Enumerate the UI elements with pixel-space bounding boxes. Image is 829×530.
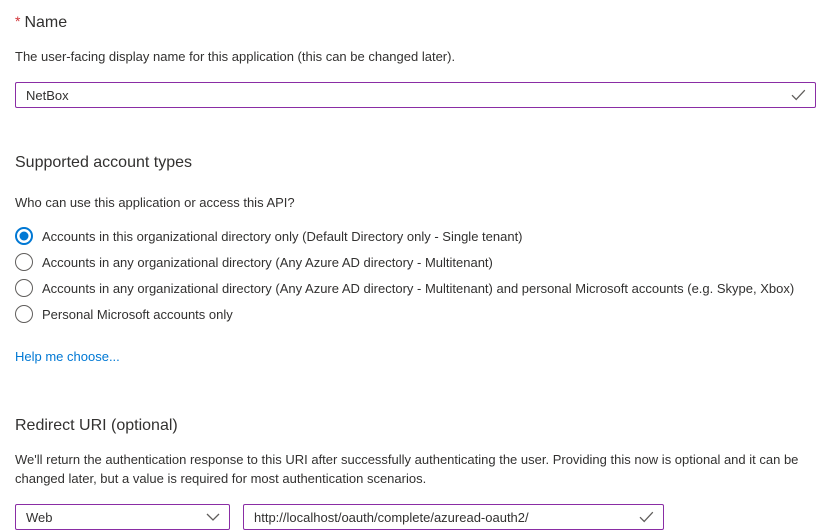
name-input-field: [15, 82, 816, 108]
radio-option-label: Accounts in this organizational directory only (Default Directory only - Single tenant): [42, 228, 523, 244]
radio-option-label: Personal Microsoft accounts only: [42, 306, 233, 322]
redirect-uri-input[interactable]: [244, 505, 663, 529]
radio-unselected-icon[interactable]: [15, 253, 33, 271]
redirect-uri-row: [15, 504, 816, 530]
radio-option-multitenant[interactable]: [15, 249, 816, 275]
platform-select[interactable]: [15, 504, 230, 530]
account-types-question: Who can use this application or access this API?: [15, 195, 295, 210]
radio-option-multitenant-personal[interactable]: [15, 275, 816, 301]
platform-select-value: Web: [26, 509, 53, 525]
name-section-title: [15, 10, 816, 34]
radio-option-single-tenant[interactable]: [15, 223, 816, 249]
redirect-uri-title: Redirect URI (optional): [15, 417, 178, 434]
redirect-uri-input-field: [243, 504, 664, 530]
checkmark-icon: [639, 511, 654, 523]
radio-unselected-icon[interactable]: [15, 279, 33, 297]
radio-selected-icon[interactable]: [15, 227, 33, 245]
chevron-down-icon: [206, 513, 220, 521]
name-description: The user-facing display name for this application (this can be changed later).: [15, 49, 456, 64]
required-asterisk: *: [15, 13, 21, 29]
radio-option-personal-only[interactable]: [15, 301, 816, 327]
redirect-uri-description: We'll return the authentication response to this URI after successfully authenticating the user. Providing this now is optional and it can be changed later, but a value is required for most authentication scenarios.: [15, 452, 799, 486]
radio-unselected-icon[interactable]: [15, 305, 33, 323]
account-types-title: Supported account types: [15, 154, 193, 171]
radio-option-label: Accounts in any organizational directory (Any Azure AD directory - Multitenant) and personal Microsoft accounts (e.g. Skype, Xbox): [42, 280, 795, 296]
checkmark-icon: [791, 89, 806, 101]
help-me-choose-link[interactable]: Help me choose...: [15, 349, 120, 364]
radio-option-label: Accounts in any organizational directory (Any Azure AD directory - Multitenant): [42, 254, 493, 270]
account-types-radio-group: [15, 223, 816, 327]
name-input[interactable]: [16, 83, 815, 107]
name-section-title-text: Name: [24, 14, 68, 31]
